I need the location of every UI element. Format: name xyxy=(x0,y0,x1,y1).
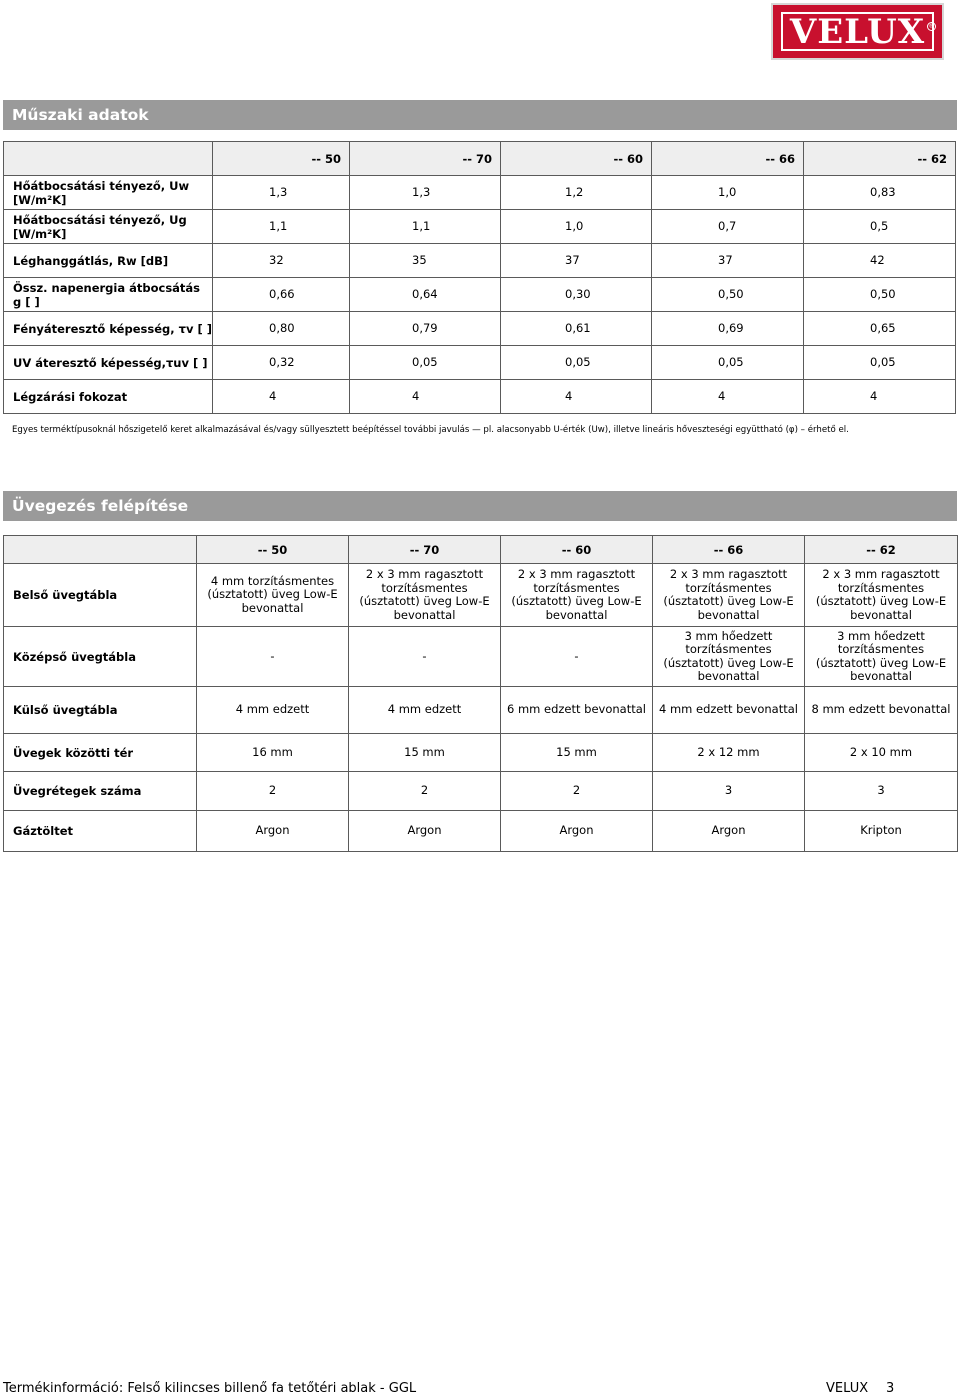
cell-value: 2 xyxy=(501,772,653,811)
cell-value: 0,5 xyxy=(804,210,956,244)
cell-value: 4 xyxy=(350,380,501,414)
cell-value: 4 xyxy=(501,380,652,414)
table-row xyxy=(4,734,958,772)
column-header: -- 70 xyxy=(349,536,501,564)
cell-value: 0,50 xyxy=(652,278,804,312)
table-row xyxy=(4,278,956,312)
cell-value: 4 mm edzett bevonattal xyxy=(653,687,805,734)
cell-value: 37 xyxy=(501,244,652,278)
cell-value: - xyxy=(501,627,653,687)
cell-value: Kripton xyxy=(805,811,958,852)
cell-value: 16 mm xyxy=(197,734,349,772)
cell-value: 0,05 xyxy=(804,346,956,380)
cell-value: 2 x 3 mm ragasztott torzításmentes (úsztatott) üveg Low-E bevonattal xyxy=(349,564,501,627)
cell-value: 0,61 xyxy=(501,312,652,346)
row-label: Léghanggátlás, Rw [dB] xyxy=(4,244,213,278)
technical-data-table xyxy=(3,141,956,414)
cell-value: 1,2 xyxy=(501,176,652,210)
cell-value: 0,32 xyxy=(213,346,350,380)
cell-value: 4 mm torzításmentes (úsztatott) üveg Low-E bevonattal xyxy=(197,564,349,627)
glazing-table xyxy=(3,535,958,852)
cell-value: 0,30 xyxy=(501,278,652,312)
table-header-row xyxy=(4,536,958,564)
cell-value: 4 xyxy=(804,380,956,414)
table-header-row xyxy=(4,142,956,176)
column-header: -- 62 xyxy=(804,142,956,176)
cell-value: 3 xyxy=(805,772,958,811)
cell-value: 15 mm xyxy=(349,734,501,772)
row-label: Külső üvegtábla xyxy=(4,687,197,734)
cell-value: 0,64 xyxy=(350,278,501,312)
cell-value: Argon xyxy=(349,811,501,852)
row-label: Fényáteresztő képesség, τv [ ] xyxy=(4,312,213,346)
cell-value: 0,65 xyxy=(804,312,956,346)
cell-value: 8 mm edzett bevonattal xyxy=(805,687,958,734)
cell-value: 2 x 3 mm ragasztott torzításmentes (úsztatott) üveg Low-E bevonattal xyxy=(501,564,653,627)
cell-value: 2 x 3 mm ragasztott torzításmentes (úsztatott) üveg Low-E bevonattal xyxy=(805,564,958,627)
cell-value: 0,05 xyxy=(501,346,652,380)
row-label: UV áteresztő képesség,τuv [ ] xyxy=(4,346,213,380)
cell-value: 3 xyxy=(653,772,805,811)
cell-value: 1,0 xyxy=(501,210,652,244)
cell-value: 0,05 xyxy=(652,346,804,380)
cell-value: 0,66 xyxy=(213,278,350,312)
cell-value: 6 mm edzett bevonattal xyxy=(501,687,653,734)
cell-value: 3 mm hőedzett torzításmentes (úsztatott) üveg Low-E bevonattal xyxy=(805,627,958,687)
cell-value: 1,0 xyxy=(652,176,804,210)
cell-value: Argon xyxy=(501,811,653,852)
cell-value: 0,79 xyxy=(350,312,501,346)
column-header: -- 62 xyxy=(805,536,958,564)
column-header: -- 66 xyxy=(653,536,805,564)
cell-value: 0,80 xyxy=(213,312,350,346)
column-header: -- 60 xyxy=(501,536,653,564)
cell-value: 4 xyxy=(213,380,350,414)
table-row xyxy=(4,244,956,278)
cell-value: 2 xyxy=(197,772,349,811)
table-row xyxy=(4,772,958,811)
cell-value: 0,69 xyxy=(652,312,804,346)
cell-value: 1,3 xyxy=(213,176,350,210)
table-row xyxy=(4,811,958,852)
column-header: -- 66 xyxy=(652,142,804,176)
cell-value: 3 mm hőedzett torzításmentes (úsztatott) üveg Low-E bevonattal xyxy=(653,627,805,687)
velux-logo xyxy=(771,3,944,60)
logo-text: VELUX xyxy=(789,11,926,52)
row-label: Hőátbocsátási tényező, Ug [W/m²K] xyxy=(4,210,213,244)
row-label: Légzárási fokozat xyxy=(4,380,213,414)
table-row xyxy=(4,687,958,734)
registered-mark-icon: ® xyxy=(928,23,935,30)
row-label: Össz. napenergia átbocsátás g [ ] xyxy=(4,278,213,312)
cell-value: 2 x 3 mm ragasztott torzításmentes (úsztatott) üveg Low-E bevonattal xyxy=(653,564,805,627)
cell-value: 4 xyxy=(652,380,804,414)
table-row xyxy=(4,176,956,210)
cell-value: 1,3 xyxy=(350,176,501,210)
cell-value: 0,05 xyxy=(350,346,501,380)
cell-value: 32 xyxy=(213,244,350,278)
row-label: Hőátbocsátási tényező, Uw [W/m²K] xyxy=(4,176,213,210)
cell-value: 4 mm edzett xyxy=(197,687,349,734)
row-label: Üvegrétegek száma xyxy=(4,772,197,811)
cell-value: - xyxy=(197,627,349,687)
table-row xyxy=(4,564,958,627)
cell-value: 37 xyxy=(652,244,804,278)
cell-value: 4 mm edzett xyxy=(349,687,501,734)
row-label: Középső üvegtábla xyxy=(4,627,197,687)
table-row xyxy=(4,627,958,687)
cell-value: 1,1 xyxy=(213,210,350,244)
cell-value: 15 mm xyxy=(501,734,653,772)
cell-value: Argon xyxy=(653,811,805,852)
cell-value: 1,1 xyxy=(350,210,501,244)
cell-value: 2 x 10 mm xyxy=(805,734,958,772)
cell-value: 35 xyxy=(350,244,501,278)
cell-value: 42 xyxy=(804,244,956,278)
cell-value: 0,50 xyxy=(804,278,956,312)
cell-value: 0,83 xyxy=(804,176,956,210)
column-header: -- 70 xyxy=(350,142,501,176)
table-row xyxy=(4,346,956,380)
column-header: -- 50 xyxy=(213,142,350,176)
header-blank xyxy=(4,536,197,564)
table-row xyxy=(4,210,956,244)
row-label: Gáztöltet xyxy=(4,811,197,852)
cell-value: 2 x 12 mm xyxy=(653,734,805,772)
footer-brand: VELUX xyxy=(826,1381,869,1396)
column-header: -- 50 xyxy=(197,536,349,564)
row-label: Üvegek közötti tér xyxy=(4,734,197,772)
cell-value: 2 xyxy=(349,772,501,811)
row-label: Belső üvegtábla xyxy=(4,564,197,627)
cell-value: Argon xyxy=(197,811,349,852)
cell-value: 0,7 xyxy=(652,210,804,244)
cell-value: - xyxy=(349,627,501,687)
section-title-technical-data: Műszaki adatok xyxy=(3,100,957,130)
table-row xyxy=(4,380,956,414)
header-blank xyxy=(4,142,213,176)
column-header: -- 60 xyxy=(501,142,652,176)
footnote: Egyes terméktípusoknál hőszigetelő keret alkalmazásával és/vagy süllyesztett beépítéssel további javulás — pl. alacsonyabb U-érték (Uw), illetve lineáris hőveszteségi együttható (φ) – érhető el. xyxy=(12,425,849,435)
section-title-glazing: Üvegezés felépítése xyxy=(3,491,957,521)
logo-frame xyxy=(781,12,934,51)
page-number: 3 xyxy=(886,1381,895,1396)
footer-product-info: Termékinformáció: Felső kilincses billenő fa tetőtéri ablak - GGL xyxy=(3,1381,417,1396)
table-row xyxy=(4,312,956,346)
